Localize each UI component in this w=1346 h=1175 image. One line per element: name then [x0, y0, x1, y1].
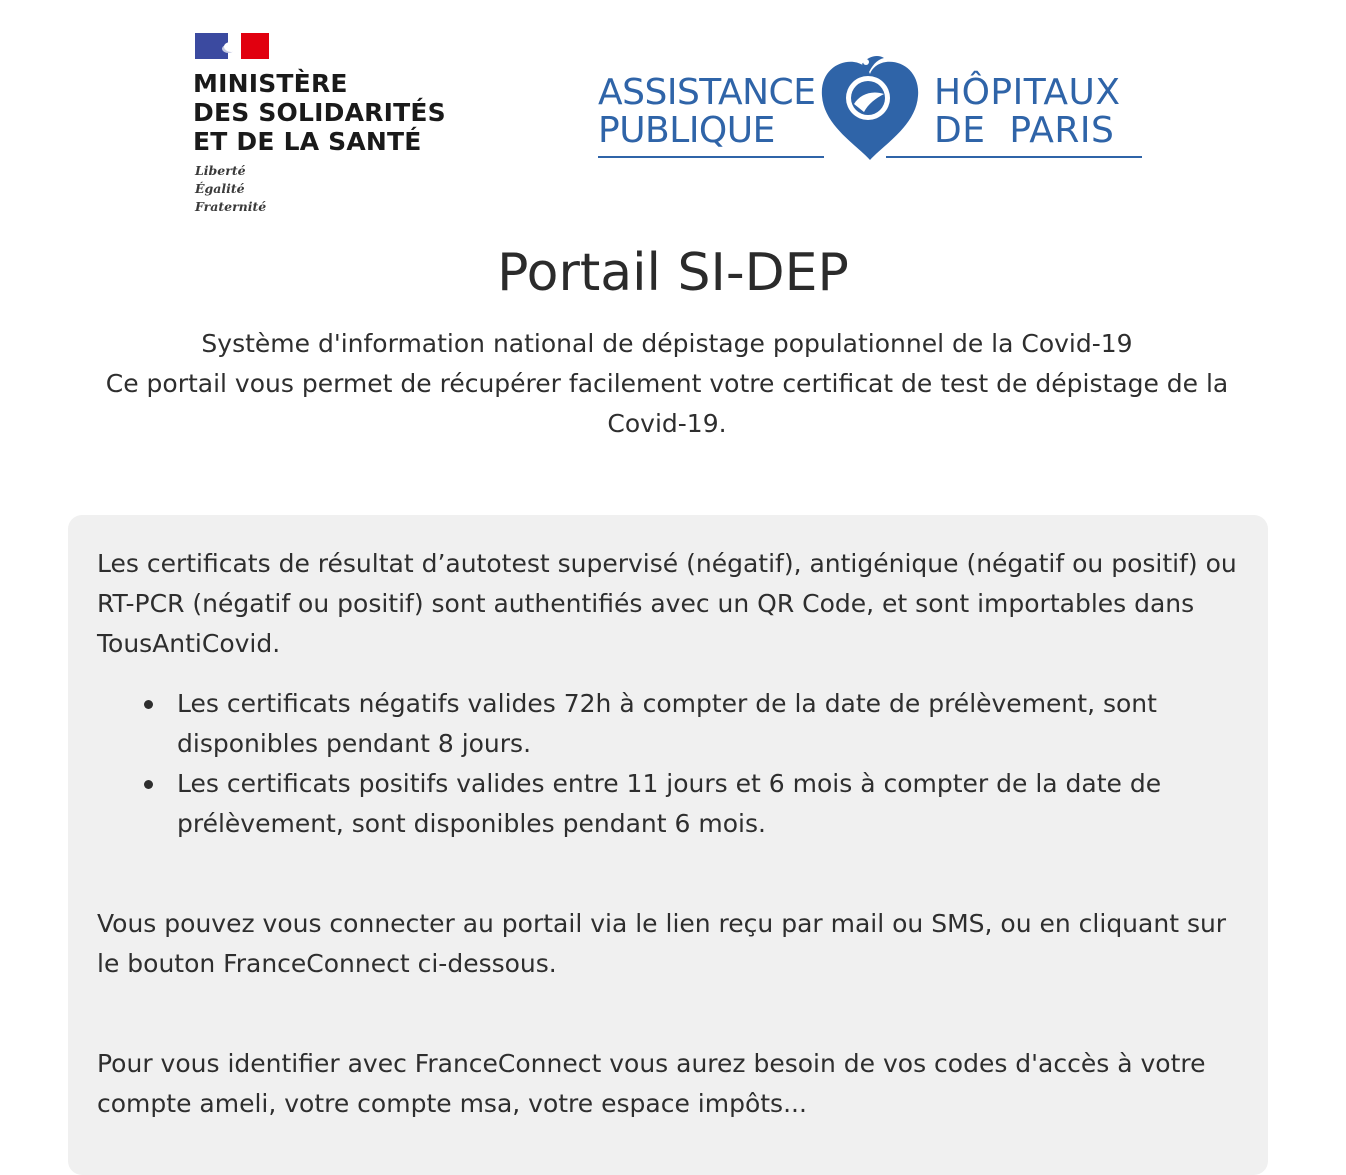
connect-instructions: Vous pouvez vous connecter au portail via le lien reçu par mail ou SMS, ou en cliquant sur le bouton FranceConnect ci-dessous.	[97, 909, 1227, 978]
list-item-text: Les certificats positifs valides entre 11 jours et 6 mois à compter de la date de prélèvement, sont disponibles pendant 6 mois.	[177, 769, 1162, 838]
validity-list	[97, 684, 1247, 844]
motto-line: Liberté	[195, 163, 246, 178]
aphp-text-line: HÔPITAUX	[934, 72, 1121, 113]
french-flag-icon	[195, 33, 269, 59]
aphp-text-line: DE PARIS	[934, 110, 1115, 151]
subtitle: Système d'information national de dépistage populationnel de la Covid-19	[201, 329, 1133, 358]
ministry-name	[193, 69, 446, 156]
motto-line: Égalité	[195, 181, 245, 196]
aphp-heart-icon	[818, 54, 922, 162]
list-item	[97, 764, 1247, 844]
franceconnect-instructions: Pour vous identifier avec FranceConnect vous aurez besoin de vos codes d'accès à votre compte ameli, votre compte msa, votre espace impôts...	[97, 1049, 1206, 1118]
ministry-name-line: MINISTÈRE	[193, 69, 348, 98]
aphp-right-text	[934, 74, 1121, 150]
ministry-name-line: DES SOLIDARITÉS	[193, 98, 446, 127]
republic-motto	[195, 162, 266, 216]
info-card	[68, 515, 1268, 1175]
motto-line: Fraternité	[195, 199, 267, 214]
aphp-logo	[596, 52, 1146, 167]
bullet-icon	[144, 700, 153, 709]
certificates-intro: Les certificats de résultat d’autotest supervisé (négatif), antigénique (négatif ou positif) ou RT-PCR (négatif ou positif) sont authentifiés avec un QR Code, et sont importables dans TousAntiCovid.	[97, 549, 1237, 658]
list-item	[97, 684, 1247, 764]
ministry-name-line: ET DE LA SANTÉ	[193, 127, 422, 156]
ministry-logo	[193, 32, 453, 217]
aphp-underline	[886, 156, 1142, 158]
aphp-left-text	[598, 74, 815, 150]
page-title: Portail SI-DEP	[497, 243, 849, 303]
aphp-text-line: ASSISTANCE	[598, 72, 816, 113]
list-item-text: Les certificats négatifs valides 72h à compter de la date de prélèvement, sont disponibles pendant 8 jours.	[177, 689, 1157, 758]
portal-description: Ce portail vous permet de récupérer facilement votre certificat de test de dépistage de la Covid-19.	[105, 369, 1229, 438]
aphp-underline	[598, 156, 824, 158]
bullet-icon	[144, 780, 153, 789]
aphp-text-line: PUBLIQUE	[598, 110, 775, 151]
